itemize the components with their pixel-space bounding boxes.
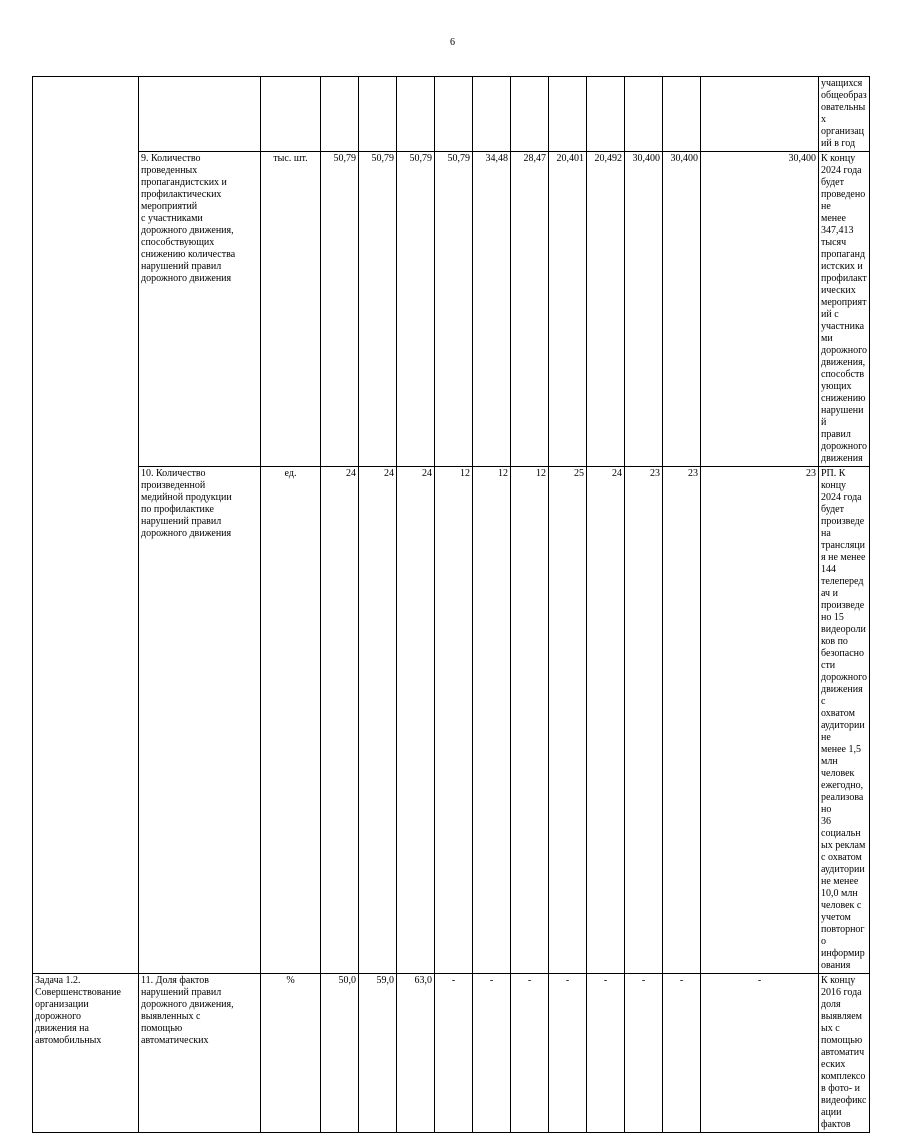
page-number: 6 [450, 37, 455, 48]
value-cell [549, 77, 587, 152]
value-cell: 20,492 [587, 152, 625, 467]
value-cell: 50,79 [397, 152, 435, 467]
table-row [33, 152, 870, 467]
value-cell: 50,79 [359, 152, 397, 467]
task-cell [33, 77, 139, 974]
value-cell: 12 [511, 467, 549, 974]
value-cell: - [625, 974, 663, 1133]
value-cell: 50,0 [321, 974, 359, 1133]
value-cell: - [511, 974, 549, 1133]
value-cell: 34,48 [473, 152, 511, 467]
unit-cell: ед. [261, 467, 321, 974]
unit-cell: % [261, 974, 321, 1133]
value-cell: - [587, 974, 625, 1133]
value-cell: - [435, 974, 473, 1133]
value-cell [701, 77, 819, 152]
value-cell: 59,0 [359, 974, 397, 1133]
value-cell: 12 [435, 467, 473, 974]
value-cell: 24 [397, 467, 435, 974]
value-cell [663, 77, 701, 152]
value-cell: - [549, 974, 587, 1133]
value-cell [473, 77, 511, 152]
value-cell [511, 77, 549, 152]
value-cell: 30,400 [701, 152, 819, 467]
value-cell [587, 77, 625, 152]
table-row [33, 467, 870, 974]
table-row [33, 974, 870, 1133]
value-cell: 30,400 [625, 152, 663, 467]
value-cell [435, 77, 473, 152]
note-cell: К концу 2024 года будет проведено не менее 347,413 тысяч пропагандистских и профилактических мероприятий с участниками дорожного движения, способствующих снижению нарушений правил дорожного движения [819, 152, 870, 467]
value-cell [397, 77, 435, 152]
value-cell: 30,400 [663, 152, 701, 467]
value-cell: 24 [359, 467, 397, 974]
note-cell: РП. К концу 2024 года будет произведена трансляция не менее 144 телепередач и произведено 15 видеороликов по безопасности дорожного движения с охватом аудитории не менее 1,5 млн человек ежегодно, реализовано 36 социальных реклам с охватом аудитории не менее 10,0 млн человек с учетом повторного информирования [819, 467, 870, 974]
value-cell: - [663, 974, 701, 1133]
unit-cell: тыс. шт. [261, 152, 321, 467]
indicator-cell: 9. Количество проведенных пропагандистских и профилактических мероприятий с участниками дорожного движения, способствующих снижению количества нарушений правил дорожного движения [139, 152, 261, 467]
value-cell: 28,47 [511, 152, 549, 467]
value-cell: 50,79 [321, 152, 359, 467]
value-cell: 23 [701, 467, 819, 974]
note-cell: К концу 2016 года доля выявляемых с помощью автоматических комплексов фото- и видеофиксации фактов [819, 974, 870, 1133]
value-cell: 24 [587, 467, 625, 974]
value-cell: 23 [625, 467, 663, 974]
value-cell: - [701, 974, 819, 1133]
indicator-cell: 11. Доля фактов нарушений правил дорожного движения, выявленных с помощью автоматических [139, 974, 261, 1133]
task-cell: Задача 1.2. Совершенствование организации дорожного движения на автомобильных [33, 974, 139, 1133]
value-cell: 23 [663, 467, 701, 974]
value-cell: 24 [321, 467, 359, 974]
table-row [33, 77, 870, 152]
value-cell [625, 77, 663, 152]
indicator-cell: 10. Количество произведенной медийной продукции по профилактике нарушений правил дорожного движения [139, 467, 261, 974]
value-cell: 12 [473, 467, 511, 974]
unit-cell [261, 77, 321, 152]
note-cell: учащихся общеобразовательных организаций в год [819, 77, 870, 152]
value-cell: 20,401 [549, 152, 587, 467]
value-cell: 63,0 [397, 974, 435, 1133]
indicator-cell [139, 77, 261, 152]
value-cell: 25 [549, 467, 587, 974]
indicators-table [32, 76, 870, 1133]
value-cell [321, 77, 359, 152]
value-cell: - [473, 974, 511, 1133]
value-cell: 50,79 [435, 152, 473, 467]
value-cell [359, 77, 397, 152]
